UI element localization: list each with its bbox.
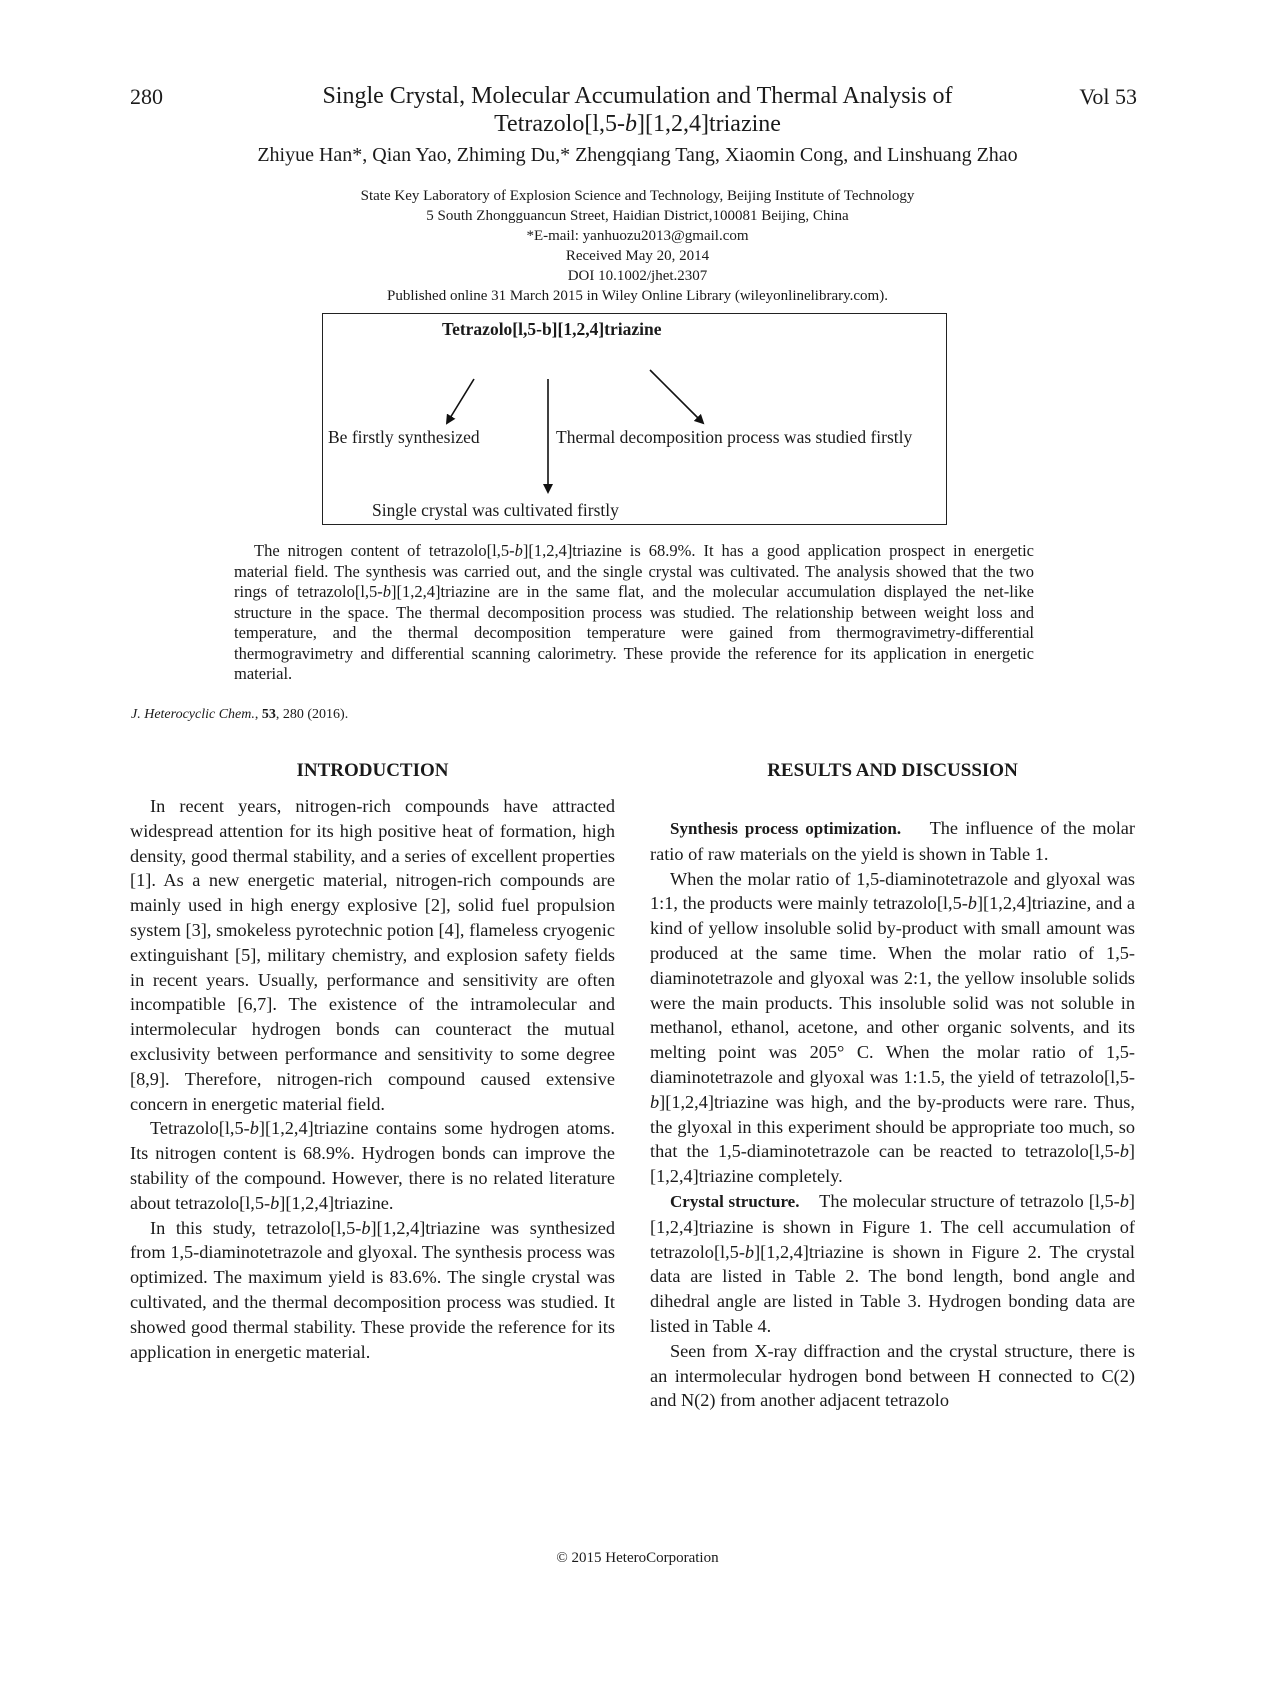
received-date: Received May 20, 2014 — [565, 248, 710, 264]
abstract — [234, 541, 1034, 685]
intro-column — [130, 794, 615, 1364]
affiliation-address: 5 South Zhongguancun Street, Haidian District,100081 Beijing, China — [426, 208, 849, 224]
results-paragraph-4: Seen from X-ray diffraction and the crystal structure, there is an intermolecular hydrogen bond between H connected to C(2) and N(2) from another adjacent tetrazolo — [650, 1340, 1135, 1411]
results-paragraph-3: Crystal structure. The molecular structure of tetrazolo [l,5-b][1,2,4]triazine is shown in Figure 1. The cell accumulation of tetrazolo[l,5-b][1,2,4]triazine is shown in Figure 2. The crystal data are listed in Table 2. The bond length, bond angle and dihedral angle are listed in Table 3. Hydrogen bonding data are listed in Table 4. — [650, 1190, 1136, 1336]
toc-left-label: Be firstly synthesized — [328, 427, 480, 447]
graphical-abstract-title: Tetrazolo[l,5-b][1,2,4]triazine — [442, 319, 662, 339]
toc-right-label: Thermal decomposition process was studied firstly — [556, 427, 913, 447]
journal-citation: J. Heterocyclic Chem., 53, 280 (2016). — [131, 707, 349, 722]
published-online: Published online 31 March 2015 in Wiley Online Library (wileyonlinelibrary.com). — [387, 288, 888, 304]
intro-paragraph-2: Tetrazolo[l,5-b][1,2,4]triazine contains some hydrogen atoms. Its nitrogen content is 68.9%. Hydrogen bonds can improve the stability of the compound. However, there is no related literature about tetrazolo[l,5-b][1,2,4]triazine. — [130, 1118, 615, 1213]
doi: DOI 10.1002/jhet.2307 — [567, 268, 708, 284]
affiliation-email: *E-mail: yanhuozu2013@gmail.com — [526, 228, 749, 244]
page-number: 280 — [130, 84, 163, 109]
arrow-left — [447, 379, 474, 423]
author-list: Zhiyue Han*, Qian Yao, Zhiming Du,* Zhengqiang Tang, Xiaomin Cong, and Linshuang Zhao — [257, 144, 1018, 166]
results-paragraph-2: When the molar ratio of 1,5-diaminotetrazole and glyoxal was 1:1, the products were mainly tetrazolo[l,5-b][1,2,4]triazine, and a kind of yellow insoluble solid by-product with small amount was produced at the same time. When the molar ratio of 1,5-diaminotetrazole and glyoxal was 2:1, the yellow insoluble solids were the main products. This insoluble solid was not soluble in methanol, ethanol, acetone, and other organic solvents, and its melting point was 205° C. When the molar ratio of 1,5-diaminotetrazole and glyoxal was 1:1.5, the yield of tetrazolo[l,5-b][1,2,4]triazine was high, and the by-products were rare. Thus, the glyoxal in this experiment should be appropriate too much, so that the 1,5-diaminotetrazole can be reacted to tetrazolo[l,5-b][1,2,4]triazine completely. — [650, 868, 1135, 1187]
intro-paragraph-1: In recent years, nitrogen-rich compounds have attracted widespread attention for its high positive heat of formation, high density, good thermal stability, and a series of excellent properties [1]. As a new energetic material, nitrogen-rich compounds are mainly used in high energy explosive [2], solid fuel propulsion system [3], smokeless pyrotechnic potion [4], flameless cryogenic extinguishant [5], military chemistry, and explosion safety fields in recent years. Usually, performance and sensitivity are often incompatible [6,7]. The existence of the intramolecular and intermolecular hydrogen bonds can counteract the mutual exclusivity between performance and sensitivity to some degree [8,9]. Therefore, nitrogen-rich compound caused extensive concern in energetic material field. — [130, 796, 615, 1114]
abstract-text: The nitrogen content of tetrazolo[l,5-b][1,2,4]triazine is 68.9%. It has a good application prospect in energetic material field. The synthesis was carried out, and the single crystal was cultivated. The analysis showed that the two rings of tetrazolo[l,5-b][1,2,4]triazine are in the same flat, and the molecular accumulation displayed the net-like structure in the space. The thermal decomposition process was studied. The relationship between weight loss and temperature, and the thermal decomposition temperature were gained from thermogravimetry-differential thermogravimetry and differential scanning calorimetry. These provide the reference for its application in energetic material. — [234, 541, 1035, 683]
intro-heading: INTRODUCTION — [296, 760, 449, 781]
toc-bottom-label: Single crystal was cultivated firstly — [372, 500, 619, 520]
results-column — [650, 816, 1135, 1413]
affiliation-block — [250, 186, 1025, 306]
results-paragraph-1: Synthesis process optimization. The influence of the molar ratio of raw materials on the yield is shown in Table 1. — [650, 818, 1136, 864]
article-title — [250, 82, 1025, 138]
title-line-2: Tetrazolo[l,5-b][1,2,4]triazine — [494, 111, 781, 137]
graphical-abstract-arrows — [323, 314, 946, 524]
volume-label: Vol 53 — [1079, 84, 1137, 109]
results-heading: RESULTS AND DISCUSSION — [767, 760, 1018, 781]
title-line-1: Single Crystal, Molecular Accumulation and Thermal Analysis of — [322, 83, 953, 109]
affiliation-lab: State Key Laboratory of Explosion Science and Technology, Beijing Institute of Technology — [360, 188, 915, 204]
copyright-footer: © 2015 HeteroCorporation — [556, 1550, 719, 1566]
arrow-right — [650, 370, 703, 423]
intro-paragraph-3: In this study, tetrazolo[l,5-b][1,2,4]triazine was synthesized from 1,5-diaminotetrazole and glyoxal. The synthesis process was optimized. The maximum yield is 83.6%. The single crystal was cultivated, and the thermal decomposition process was studied. It showed good thermal stability. These provide the reference for its application in energetic material. — [130, 1217, 616, 1362]
graphical-abstract — [322, 313, 947, 525]
